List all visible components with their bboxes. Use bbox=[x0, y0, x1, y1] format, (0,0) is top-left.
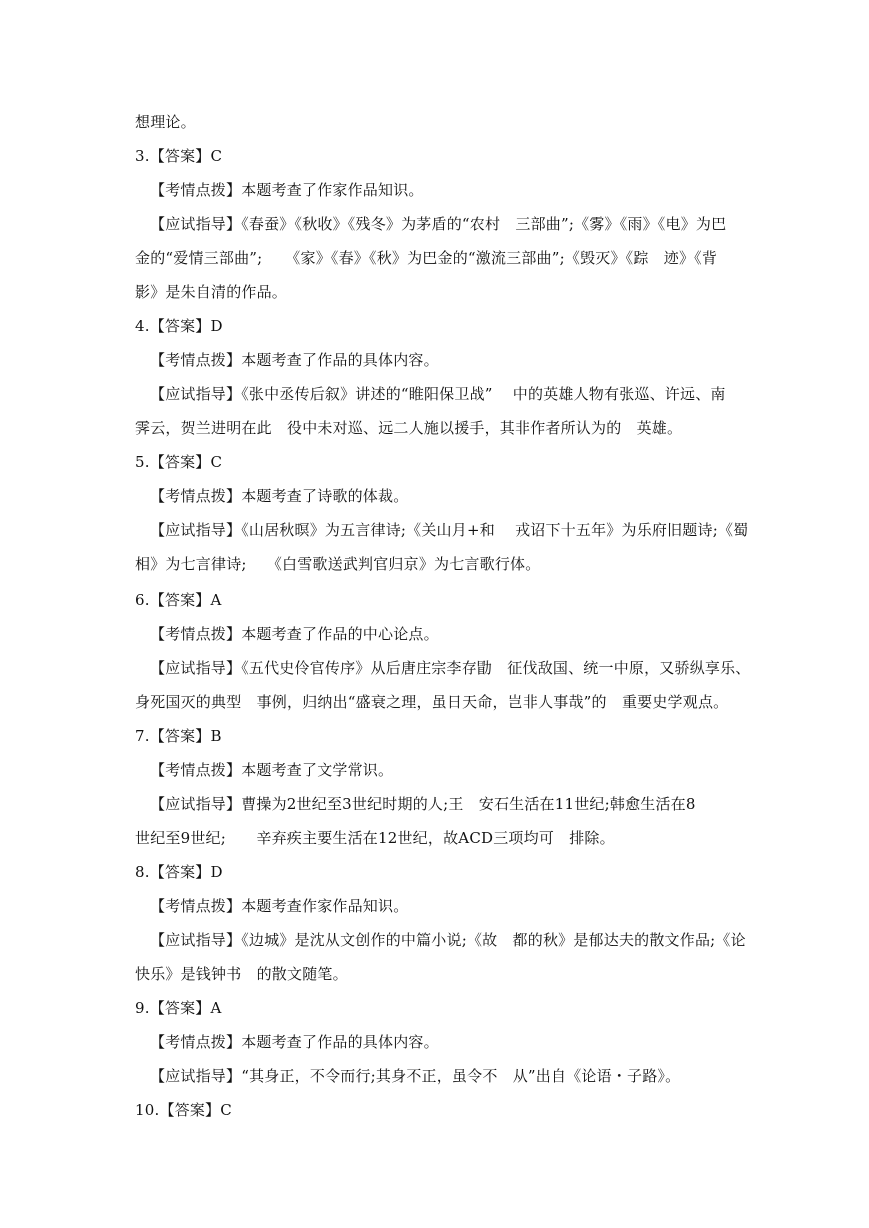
answer-heading: 10.【答案】C bbox=[135, 1101, 232, 1119]
exam-point-line: 【考情点拨】本题考查了文学常识。 bbox=[150, 761, 394, 779]
guide-line: 世纪至9世纪; 辛弃疾主要生活在12世纪，故ACD三项均可 排除。 bbox=[135, 829, 615, 847]
guide-line: 【应试指导】《春蚕》《秋收》《残冬》为茅盾的“农村 三部曲”;《雾》《雨》《电》为巴 bbox=[150, 215, 727, 233]
answer-heading: 6.【答案】A bbox=[135, 591, 222, 609]
guide-line: 【应试指导】《山居秋暝》为五言律诗;《关山月+和 戎诏下十五年》为乐府旧题诗;《蜀 bbox=[150, 521, 749, 539]
guide-line: 快乐》是钱钟书 的散文随笔。 bbox=[135, 965, 348, 983]
answer-heading: 9.【答案】A bbox=[135, 999, 222, 1017]
exam-point-line: 【考情点拨】本题考查了作家作品知识。 bbox=[150, 181, 424, 199]
exam-point-line: 【考情点拨】本题考查了作品的具体内容。 bbox=[150, 351, 439, 369]
guide-line: 相》为七言律诗; 《白雪歌送武判官归京》为七言歌行体。 bbox=[135, 555, 541, 573]
guide-line: 身死国灭的典型 事例，归纳出“盛衰之理，虽日天命，岂非人事哉”的 重要史学观点。 bbox=[135, 693, 729, 711]
answer-heading: 3.【答案】C bbox=[135, 147, 223, 165]
answer-heading: 7.【答案】B bbox=[135, 727, 222, 745]
guide-line: 金的“爱情三部曲”; 《家》《春》《秋》为巴金的“激流三部曲”;《毁灭》《踪 迹》《背 bbox=[135, 249, 718, 267]
exam-point-line: 【考情点拨】本题考查了作品的具体内容。 bbox=[150, 1033, 439, 1051]
answer-heading: 4.【答案】D bbox=[135, 317, 223, 335]
guide-line: 【应试指导】《五代史伶官传序》从后唐庄宗李存勖 征伐敌国、统一中原，又骄纵享乐、 bbox=[150, 659, 751, 677]
exam-point-line: 【考情点拨】本题考查作家作品知识。 bbox=[150, 897, 409, 915]
guide-line: 【应试指导】“其身正，不令而行;其身不正，虽令不 从”出自《论语・子路》。 bbox=[150, 1067, 681, 1085]
answer-heading: 5.【答案】C bbox=[135, 453, 223, 471]
guide-line: 霁云，贺兰进明在此 役中未对巡、远二人施以援手，其非作者所认为的 英雄。 bbox=[135, 419, 683, 437]
guide-line: 【应试指导】《张中丞传后叙》讲述的“睢阳保卫战” 中的英雄人物有张巡、许远、南 bbox=[150, 385, 726, 403]
answer-heading: 8.【答案】D bbox=[135, 863, 223, 881]
guide-line: 影》是朱自清的作品。 bbox=[135, 283, 288, 301]
text-line: 想理论。 bbox=[135, 113, 196, 131]
exam-point-line: 【考情点拨】本题考查了作品的中心论点。 bbox=[150, 625, 439, 643]
exam-point-line: 【考情点拨】本题考查了诗歌的体裁。 bbox=[150, 487, 409, 505]
guide-line: 【应试指导】曹操为2世纪至3世纪时期的人;王 安石生活在11世纪;韩愈生活在8 bbox=[150, 795, 696, 813]
guide-line: 【应试指导】《边城》是沈从文创作的中篇小说;《故 都的秋》是郁达夫的散文作品;《论 bbox=[150, 931, 746, 949]
